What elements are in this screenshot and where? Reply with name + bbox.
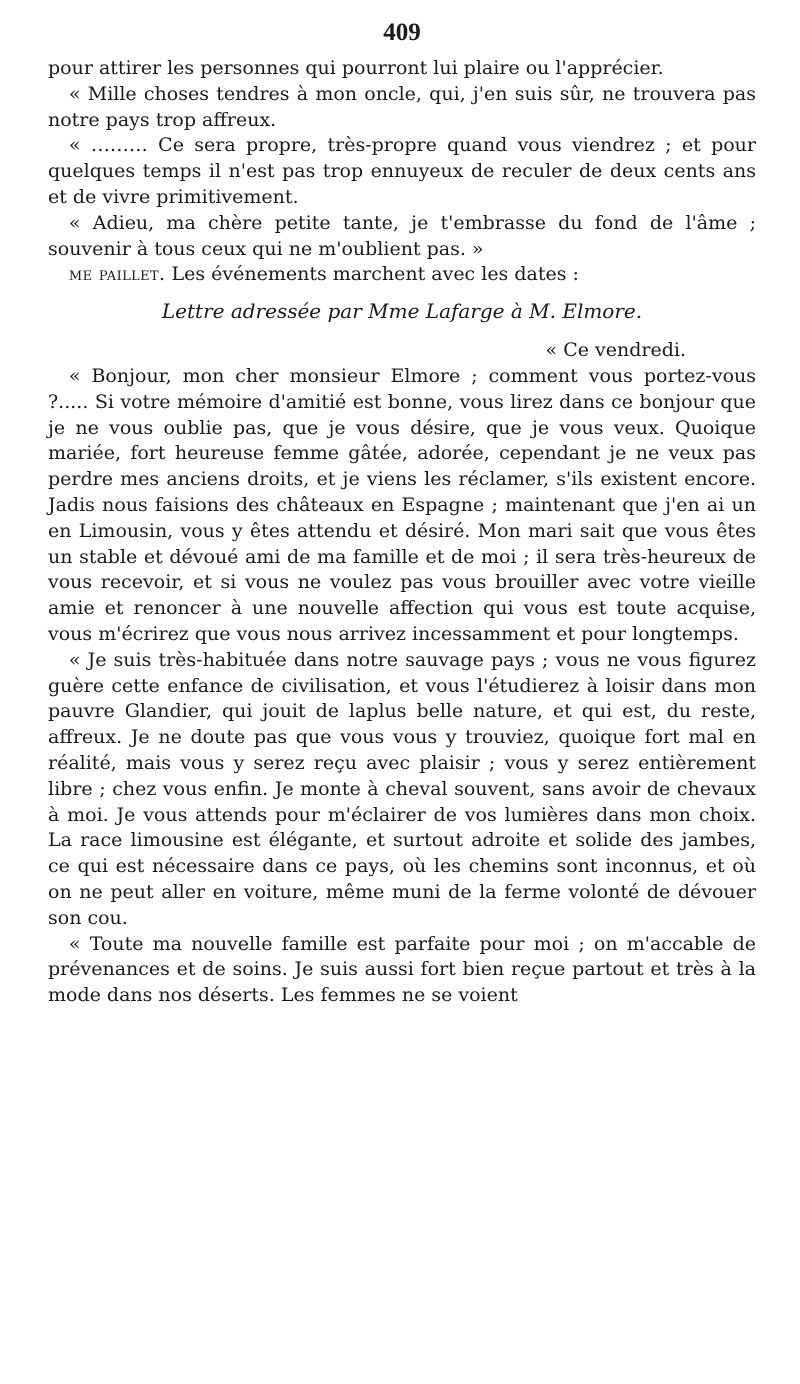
speaker-paragraph	[48, 262, 756, 288]
speaker-text: Les événements marchent avec les dates :	[171, 263, 579, 286]
paragraph: « Mille choses tendres à mon oncle, qui, j'en suis sûr, ne trouvera pas notre pays trop affreux.	[48, 82, 756, 131]
paragraph: « Adieu, ma chère petite tante, je t'embrasse du fond de l'âme ; souvenir à tous ceux qui ne m'oublient pas. »	[48, 211, 756, 260]
paragraph-continuation: pour attirer les personnes qui pourront lui plaire ou l'apprécier.	[48, 57, 664, 79]
letter-dateline: « Ce vendredi.	[545, 339, 686, 362]
letter-title: Lettre adressée par Mme Lafarge à M. Elmore.	[161, 299, 643, 324]
body-text	[48, 56, 756, 1009]
letter-paragraph: « Je suis très-habituée dans notre sauvage pays ; vous ne vous figurez guère cette enfance de civilisation, et vous l'étudierez à loisir dans mon pauvre Glandier, qui jouit de laplus belle nature, et qui est, du reste, affreux. Je ne doute pas que vous vous y trouviez, quoique fort mal en réalité, mais vous y serez reçu avec plaisir ; vous y serez entièrement libre ; chez vous enfin. Je monte à cheval souvent, sans avoir de chevaux à moi. Je vous attends pour m'éclairer de vos lumières dans mon choix. La race limousine est élégante, et surtout adroite et solide des jambes, ce qui est nécessaire dans ce pays, où les chemins sont inconnus, et où on ne peut aller en voiture, même muni de la ferme volonté de dévouer son cou.	[48, 648, 756, 929]
speaker-name: me paillet.	[68, 263, 166, 286]
book-page	[48, 18, 756, 1009]
page-number: 409	[383, 19, 421, 46]
letter-paragraph: « Toute ma nouvelle famille est parfaite pour moi ; on m'accable de prévenances et de soins. Je suis aussi fort bien reçue partout et très à la mode dans nos déserts. Les femmes ne se voient	[48, 932, 756, 1007]
letter-paragraph: « Bonjour, mon cher monsieur Elmore ; comment vous portez-vous ?..... Si votre mémoire d'amitié est bonne, vous lirez dans ce bonjour que je ne vous oublie pas, que je vous désire, que je vous veux. Quoique mariée, fort heureuse femme gâtée, adorée, cependant je ne veux pas perdre mes anciens droits, et je viens les réclamer, s'ils existent encore. Jadis nous faisions des châteaux en Espagne ; maintenant que j'en ai un en Limousin, vous y êtes attendu et désiré. Mon mari sait que vous êtes un stable et dévoué ami de ma famille et de moi ; il sera très-heureux de vous recevoir, et si vous ne voulez pas vous brouiller avec votre vieille amie et renoncer à une nouvelle affection qui vous est toute acquise, vous m'écrirez que vous nous arrivez incessamment et pour longtemps.	[48, 364, 756, 645]
paragraph: « ……… Ce sera propre, très-propre quand vous viendrez ; et pour quelques temps il n'est pas trop ennuyeux de reculer de deux cents ans et de vivre primitivement.	[48, 134, 756, 208]
